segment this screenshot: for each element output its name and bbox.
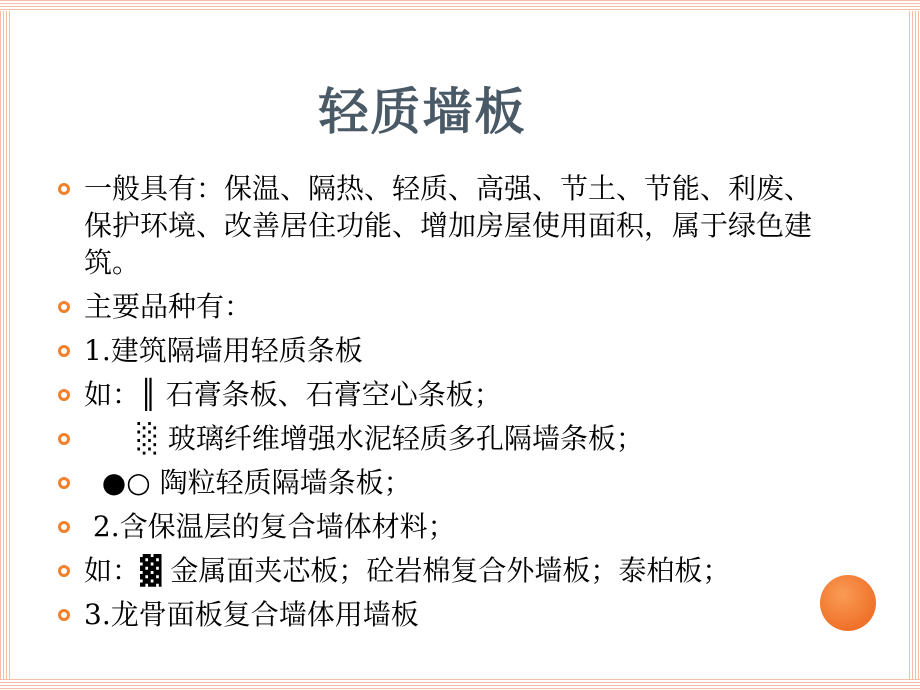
list-item-text: 如：▓ 金属面夹芯板；砼岩棉复合外墙板；泰柏板；: [84, 554, 731, 587]
list-item-text: 1.建筑隔墙用轻质条板: [84, 334, 363, 367]
bullet-icon: [58, 345, 70, 357]
list-item-text: 3.龙骨面板复合墙体用墙板: [84, 598, 419, 631]
slide-title: 轻质墙板: [318, 83, 527, 141]
frame-right: [909, 0, 920, 690]
bullet-icon: [58, 609, 70, 621]
bullet-icon: [58, 301, 70, 313]
list-item: [58, 288, 818, 325]
bullet-icon: [58, 565, 70, 577]
decorative-orb: [820, 575, 876, 631]
bullet-list: [58, 170, 818, 640]
list-item: [58, 552, 818, 589]
list-item-text: 主要品种有：: [84, 290, 253, 323]
bullet-icon: [58, 433, 70, 445]
list-item-text: 如：║ 石膏条板、石膏空心条板；: [84, 378, 502, 411]
frame-top: [0, 0, 920, 11]
list-item-text: ●○ 陶粒轻质隔墙条板；: [84, 466, 412, 499]
list-item: [58, 596, 818, 633]
list-item: [58, 376, 818, 413]
bullet-icon: [58, 477, 70, 489]
list-item: [58, 420, 818, 457]
list-item: [58, 332, 818, 369]
list-item-text: 2.含保温层的复合墙体材料；: [84, 510, 456, 543]
list-item: [58, 170, 818, 281]
list-item: [58, 464, 818, 501]
bullet-icon: [58, 389, 70, 401]
list-item: [58, 508, 818, 545]
list-item-text: 一般具有：保温、隔热、轻质、高强、节土、节能、利废、保护环境、改善居住功能、增加房屋使用面积，属于绿色建筑。: [84, 172, 813, 279]
bullet-icon: [58, 521, 70, 533]
list-item-text: ░ 玻璃纤维增强水泥轻质多孔隔墙条板；: [84, 422, 644, 455]
bullet-icon: [58, 183, 70, 195]
frame-bottom: [0, 679, 920, 690]
